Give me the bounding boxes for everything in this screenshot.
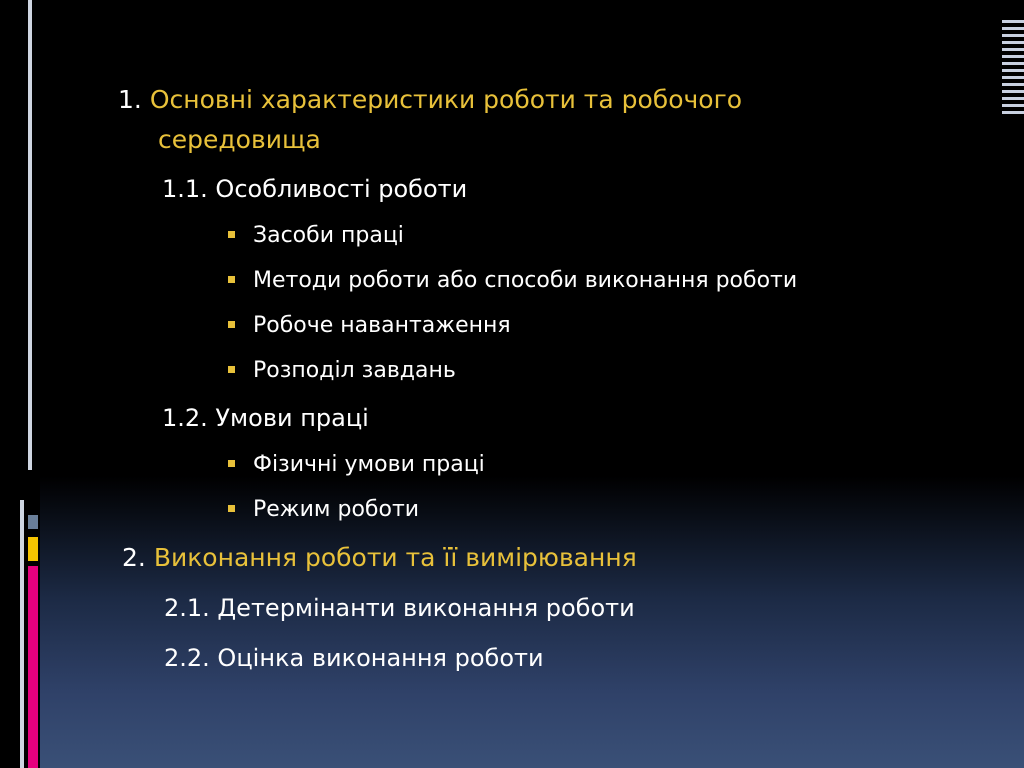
outline-item-1-title-cont: середовища [158,125,321,154]
decorative-stripes [20,0,40,768]
bullet-item [228,311,511,341]
bullet-item [228,450,485,480]
bullet-label: Режим роботи [253,497,420,522]
bullet-item [228,266,797,296]
outline-item-1-2: 1.2. Умови праці [162,404,369,432]
deco-line [1002,97,1024,100]
bullet-label: Робоче навантаження [253,313,511,338]
outline-item-1-1: 1.1. Особливості роботи [162,175,468,203]
deco-line [1002,83,1024,86]
deco-line [1002,69,1024,72]
outline-item-2-number: 2. [122,543,146,572]
stripe-gray-top [28,0,32,470]
bullet-icon [228,321,235,328]
stripe-yellow [28,537,38,561]
deco-line [1002,48,1024,51]
deco-line [1002,20,1024,23]
outline-item-2-1: 2.1. Детермінанти виконання роботи [164,594,635,622]
bullet-label: Фізичні умови праці [253,452,485,477]
stripe-magenta [28,566,38,768]
deco-line [1002,62,1024,65]
outline-item-2-2: 2.2. Оцінка виконання роботи [164,644,544,672]
bullet-item [228,356,456,386]
deco-line [1002,76,1024,79]
bullet-icon [228,460,235,467]
deco-line [1002,55,1024,58]
bullet-icon [228,505,235,512]
deco-line [1002,34,1024,37]
deco-line [1002,104,1024,107]
stripe-gray-small [28,515,38,529]
outline-item-1-number: 1. [118,85,142,114]
deco-line [1002,27,1024,30]
outline-item-2 [122,543,637,573]
bullet-item [228,495,419,525]
bullet-icon [228,366,235,373]
bullet-label: Засоби праці [253,223,404,248]
outline-item-1-title: Основні характеристики роботи та робочого [149,85,742,114]
outline-item-2-title: Виконання роботи та її вимірювання [153,543,637,572]
deco-line [1002,90,1024,93]
bullet-label: Методи роботи або способи виконання роботи [253,268,798,293]
bullet-item [228,221,404,251]
bullet-icon [228,276,235,283]
stripe-thin-white [20,500,24,768]
deco-line [1002,111,1024,114]
right-decorative-lines [1002,0,1024,768]
deco-line [1002,41,1024,44]
outline-item-1 [118,85,742,115]
bullet-label: Розподіл завдань [253,358,456,383]
bullet-icon [228,231,235,238]
